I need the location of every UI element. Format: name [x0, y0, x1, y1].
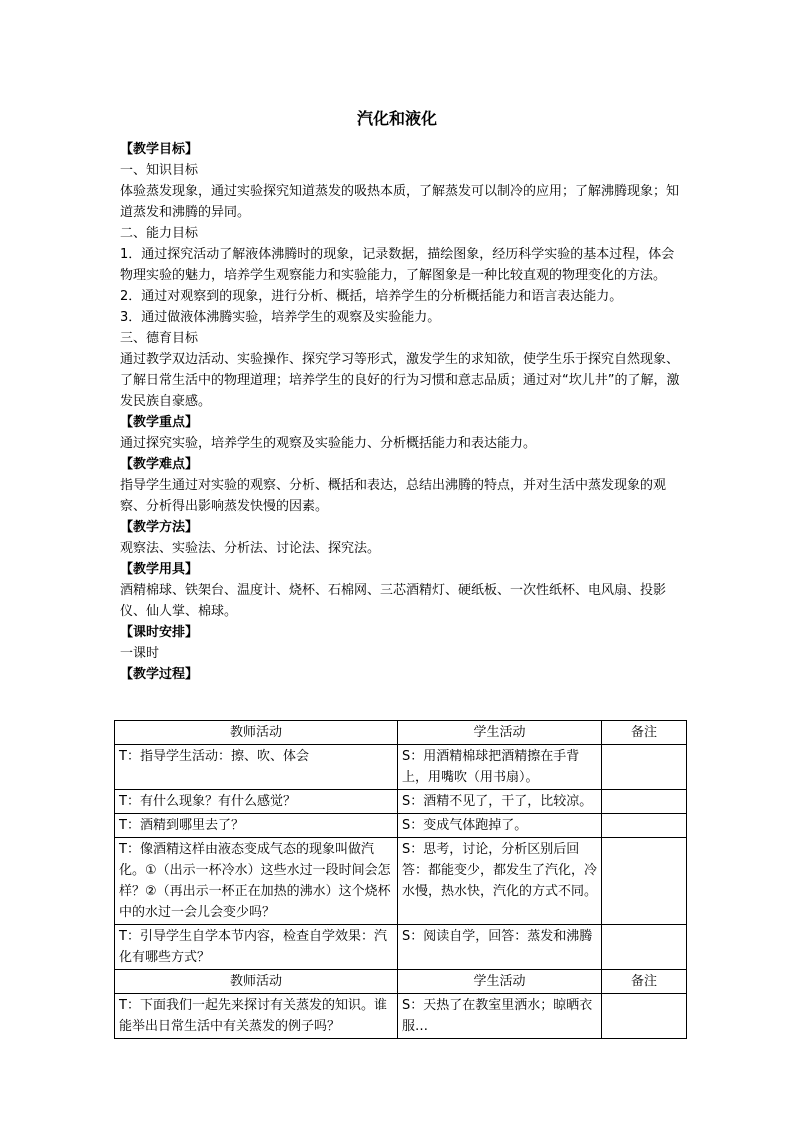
teacher-activity-cell: T：指导学生活动：擦、吹、体会 [115, 745, 398, 790]
paragraph: 3．通过做液体沸腾实验，培养学生的观察及实验能力。 [120, 310, 441, 325]
teaching-process-table [114, 720, 687, 1039]
section-heading: 【教学重点】 [120, 415, 199, 430]
table-header-row [115, 970, 687, 994]
lesson-body [120, 139, 683, 685]
header-student-activity: 学生活动 [398, 721, 602, 745]
page-title: 汽化和液化 [356, 109, 437, 128]
section-heading: 【教学难点】 [120, 457, 199, 472]
paragraph: 通过探究实验，培养学生的观察及实验能力、分析概括能力和表达能力。 [120, 436, 537, 451]
paragraph: 二、能力目标 [120, 226, 199, 241]
paragraph: 体验蒸发现象，通过实验探究知道蒸发的吸热本质，了解蒸发可以制冷的应用；了解沸腾现象；知道蒸发和沸腾的异同。 [120, 184, 680, 220]
teacher-activity-cell: T：酒精到哪里去了？ [115, 814, 398, 838]
teacher-activity-cell: T：引导学生自学本节内容，检查自学效果：汽化有哪些方式？ [115, 925, 398, 970]
student-activity-cell: S：思考，讨论，分析区别后回答：都能变少，都发生了汽化，冷水慢，热水快，汽化的方式不同。 [398, 838, 602, 925]
table-row [115, 745, 687, 790]
header-cell: 学生活动 [398, 970, 602, 994]
section-heading: 【教学用具】 [120, 562, 199, 577]
paragraph: 一、知识目标 [120, 163, 199, 178]
notes-cell [602, 838, 687, 925]
header-teacher-activity: 教师活动 [115, 721, 398, 745]
paragraph: 2．通过对观察到的现象，进行分析、概括，培养学生的分析概括能力和语言表达能力。 [120, 289, 623, 304]
section-heading: 【教学过程】 [120, 667, 199, 682]
table-row [115, 838, 687, 925]
notes-cell [602, 994, 687, 1039]
paragraph: 酒精棉球、铁架台、温度计、烧杯、石棉网、三芯酒精灯、硬纸板、一次性纸杯、电风扇、投影仪、仙人掌、棉球。 [120, 583, 667, 619]
paragraph: 1．通过探究活动了解液体沸腾时的现象，记录数据，描绘图象，经历科学实验的基本过程，体会物理实验的魅力，培养学生观察能力和实验能力，了解图象是一种比较直观的物理变化的方法。 [120, 247, 675, 283]
student-activity-cell: S：酒精不见了，干了，比较凉。 [398, 790, 602, 814]
table-row [115, 814, 687, 838]
section-heading: 【教学目标】 [120, 142, 199, 157]
teacher-activity-cell: T：下面我们一起先来探讨有关蒸发的知识。谁能举出日常生活中有关蒸发的例子吗？ [115, 994, 398, 1039]
notes-cell [602, 790, 687, 814]
table-row [115, 925, 687, 970]
table-row [115, 790, 687, 814]
paragraph: 通过教学双边活动、实验操作、探究学习等形式，激发学生的求知欲，使学生乐于探究自然现象、了解日常生活中的物理道理；培养学生的良好的行为习惯和意志品质；通过对“坎儿井”的了解，激发民族自豪感。 [120, 352, 680, 409]
teacher-activity-cell: T：有什么现象？有什么感觉？ [115, 790, 398, 814]
paragraph: 观察法、实验法、分析法、讨论法、探究法。 [120, 541, 381, 556]
header-notes: 备注 [602, 721, 687, 745]
notes-cell [602, 814, 687, 838]
header-cell: 备注 [602, 970, 687, 994]
table-header-row [115, 721, 687, 745]
section-heading: 【教学方法】 [120, 520, 199, 535]
paragraph: 一课时 [120, 646, 160, 661]
student-activity-cell: S：用酒精棉球把酒精擦在手背上，用嘴吹（用书扇）。 [398, 745, 602, 790]
student-activity-cell: S：阅读自学，回答：蒸发和沸腾 [398, 925, 602, 970]
notes-cell [602, 925, 687, 970]
teacher-activity-cell: T：像酒精这样由液态变成气态的现象叫做汽化。①（出示一杯冷水）这些水过一段时间会怎样？②（再出示一杯正在加热的沸水）这个烧杯中的水过一会儿会变少吗？ [115, 838, 398, 925]
header-cell: 教师活动 [115, 970, 398, 994]
student-activity-cell: S：变成气体跑掉了。 [398, 814, 602, 838]
section-heading: 【课时安排】 [120, 625, 199, 640]
paragraph: 三、德育目标 [120, 331, 199, 346]
table-row [115, 994, 687, 1039]
notes-cell [602, 745, 687, 790]
paragraph: 指导学生通过对实验的观察、分析、概括和表达，总结出沸腾的特点，并对生活中蒸发现象的观察、分析得出影响蒸发快慢的因素。 [120, 478, 667, 514]
student-activity-cell: S：天热了在教室里洒水；晾晒衣服… [398, 994, 602, 1039]
